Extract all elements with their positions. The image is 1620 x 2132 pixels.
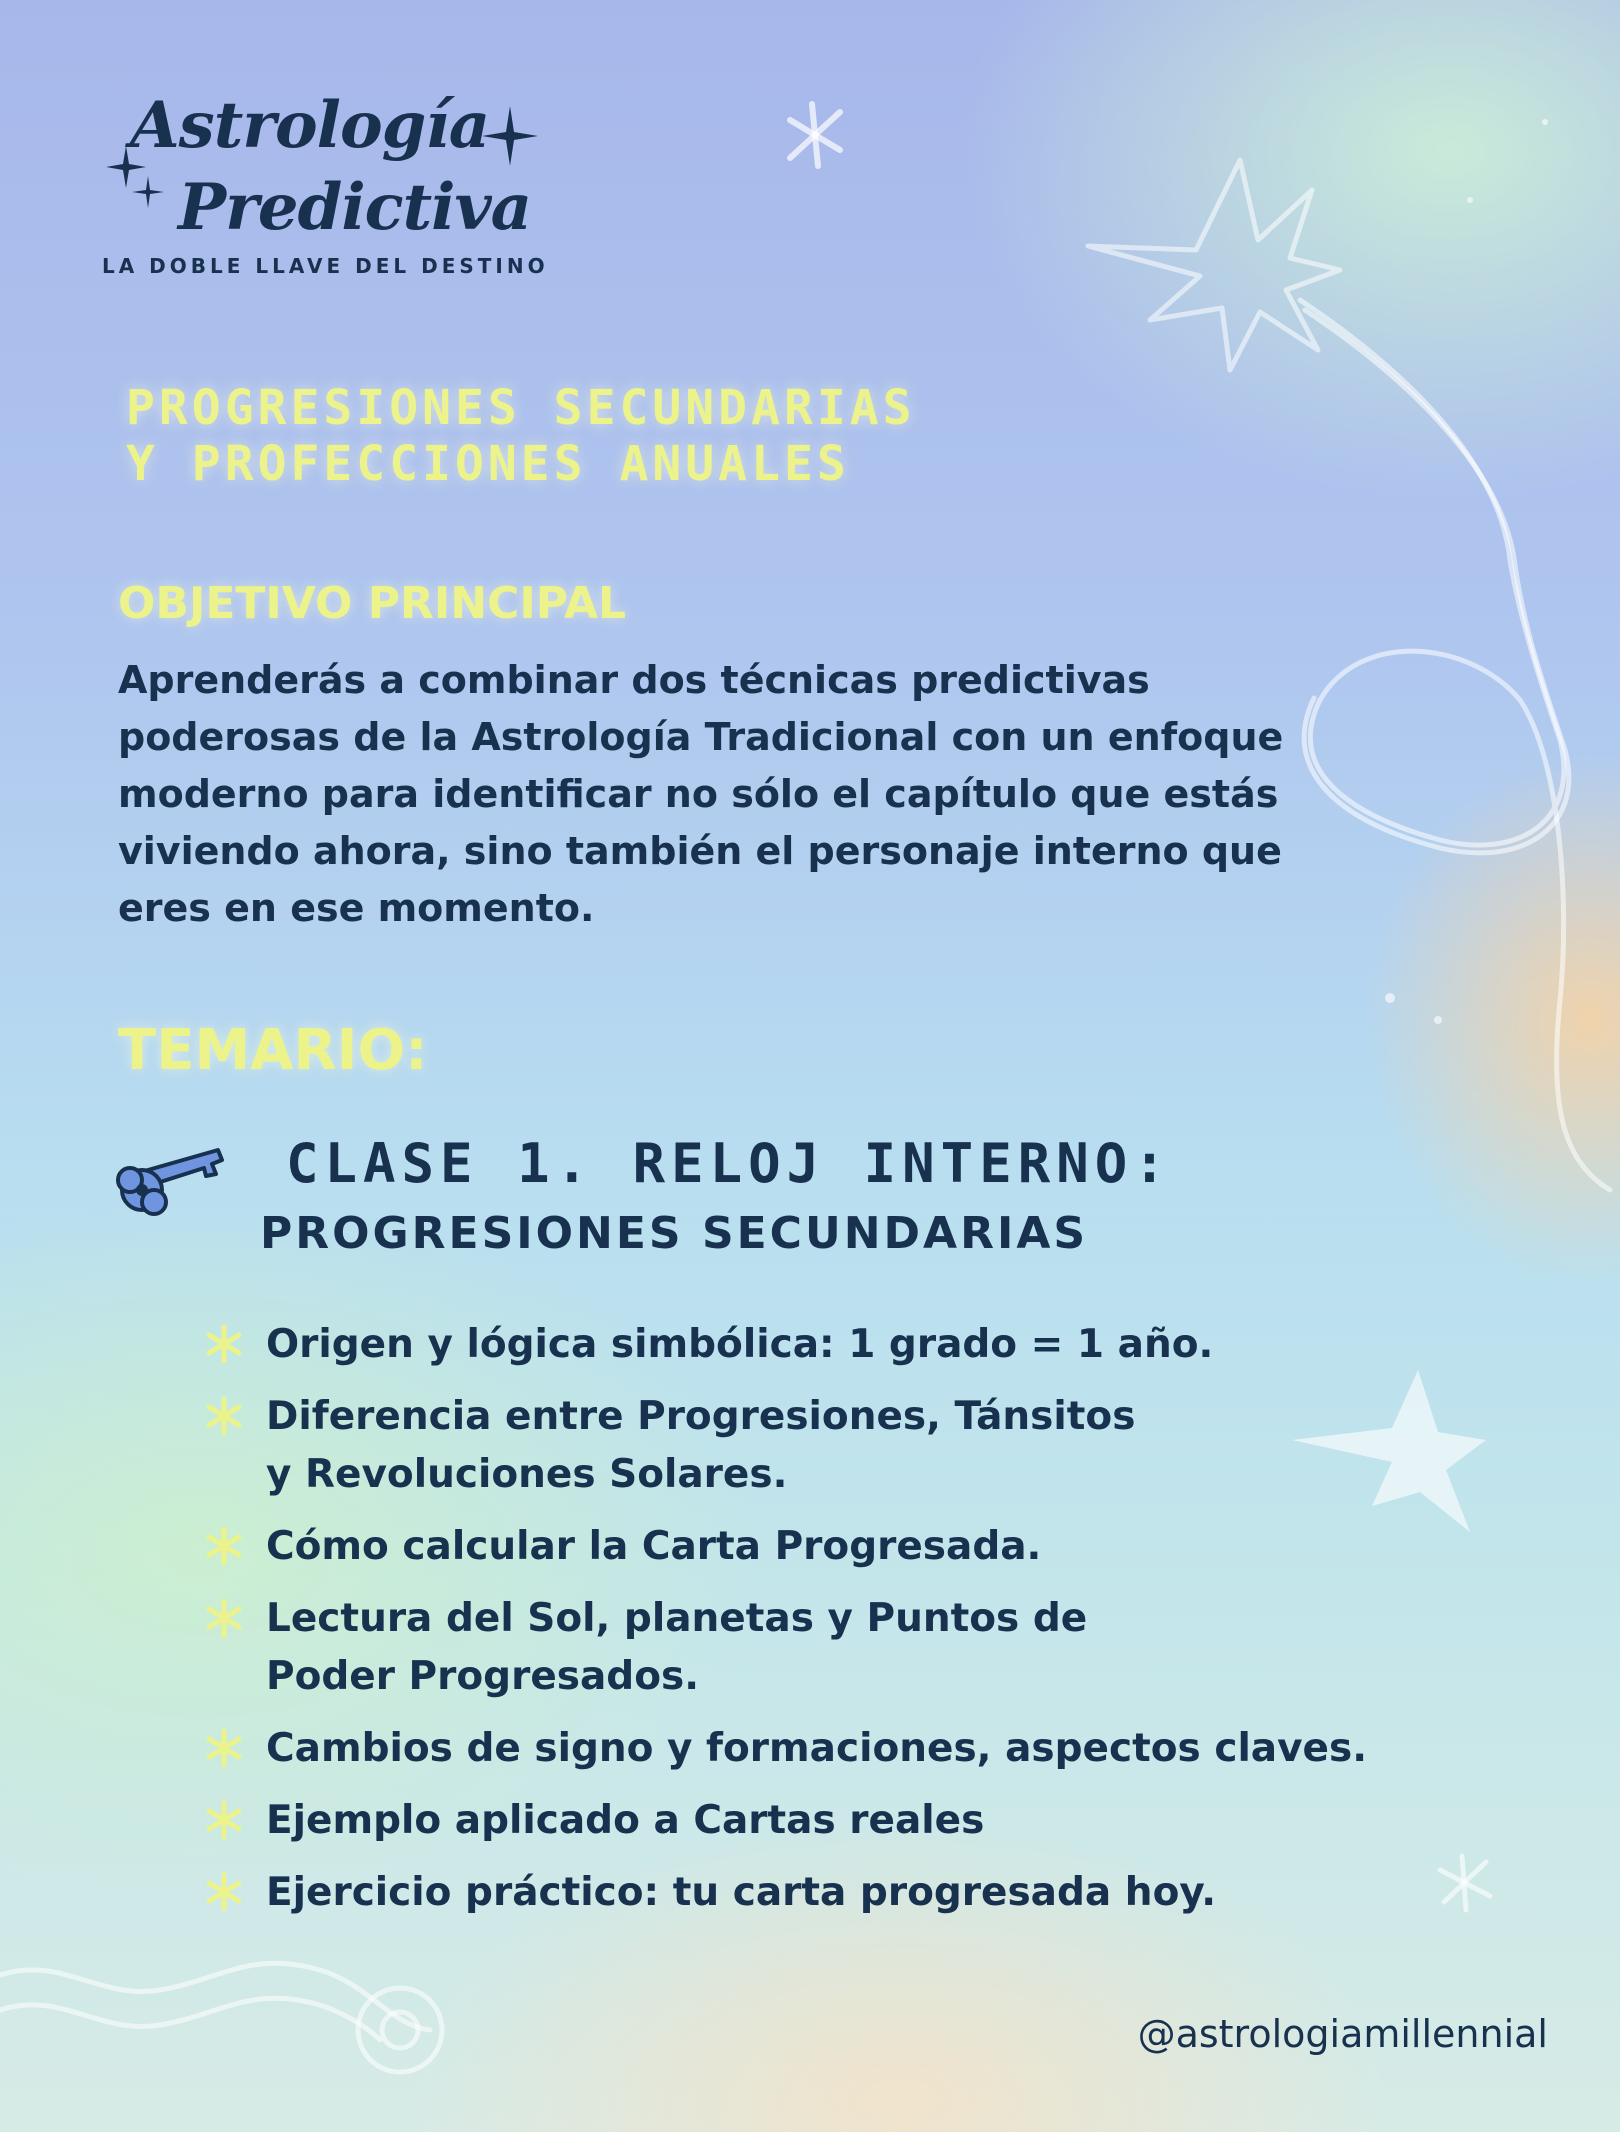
asterisk-star-icon bbox=[204, 1324, 244, 1364]
list-item bbox=[198, 1792, 1598, 1850]
class-title: CLASE 1. RELOJ INTERNO: bbox=[286, 1132, 1172, 1195]
topic-text: Cambios de signo y formaciones, aspectos claves. bbox=[266, 1726, 1368, 1771]
asterisk-star-icon bbox=[204, 1800, 244, 1840]
sparkle-icon bbox=[790, 104, 840, 166]
asterisk-star-icon bbox=[204, 1396, 244, 1436]
topic-text: Ejercicio práctico: tu carta progresada hoy. bbox=[266, 1870, 1217, 1915]
topic-text: Cómo calcular la Carta Progresada. bbox=[266, 1524, 1042, 1569]
list-item bbox=[198, 1316, 1598, 1374]
topic-text: Ejemplo aplicado a Cartas reales bbox=[266, 1798, 985, 1843]
logo-tagline: LA DOBLE LLAVE DEL DESTINO bbox=[102, 254, 549, 278]
list-item bbox=[198, 1864, 1598, 1922]
main-title-line1: PROGRESIONES SECUNDARIAS bbox=[126, 380, 916, 436]
swirl-line-2 bbox=[1304, 310, 1569, 853]
wave-line bbox=[0, 1963, 430, 2030]
topic-text: Origen y lógica simbólica: 1 grado = 1 año. bbox=[266, 1322, 1214, 1367]
star-outline-icon bbox=[1088, 160, 1340, 370]
main-title bbox=[126, 380, 916, 492]
asterisk-star-icon bbox=[204, 1598, 244, 1638]
asterisk-star-icon bbox=[204, 1526, 244, 1566]
temario-heading: TEMARIO: bbox=[118, 1018, 428, 1083]
logo-text-line2: Predictiva bbox=[178, 170, 532, 245]
list-item bbox=[198, 1590, 1598, 1706]
asterisk-star-icon bbox=[204, 1728, 244, 1768]
logo bbox=[100, 88, 560, 288]
logo-text-line1: Astrología bbox=[130, 88, 490, 163]
objective-text: Aprenderás a combinar dos técnicas predictivas poderosas de la Astrología Tradicional con un enfoque moderno para identificar no sólo el capítulo que estás viviendo ahora, sino también el personaje interno que eres en ese momento. bbox=[118, 658, 1284, 930]
main-title-line2: Y PROFECCIONES ANUALES bbox=[126, 436, 850, 492]
topic-text: Diferencia entre Progresiones, Tánsitos y Revoluciones Solares. bbox=[266, 1394, 1136, 1497]
class-subtitle: PROGRESIONES SECUNDARIAS bbox=[260, 1208, 1089, 1259]
social-handle: @astrologiamillennial bbox=[1137, 2012, 1548, 2056]
list-item bbox=[198, 1720, 1598, 1778]
topic-list bbox=[198, 1316, 1598, 1936]
asterisk-star-icon bbox=[204, 1872, 244, 1912]
list-item bbox=[198, 1388, 1598, 1504]
list-item bbox=[198, 1518, 1598, 1576]
wave-line-2 bbox=[0, 1998, 380, 2040]
key-icon bbox=[108, 1130, 238, 1230]
topic-text: Lectura del Sol, planetas y Puntos de Poder Progresados. bbox=[266, 1596, 1088, 1699]
objective-heading: OBJETIVO PRINCIPAL bbox=[118, 578, 627, 629]
